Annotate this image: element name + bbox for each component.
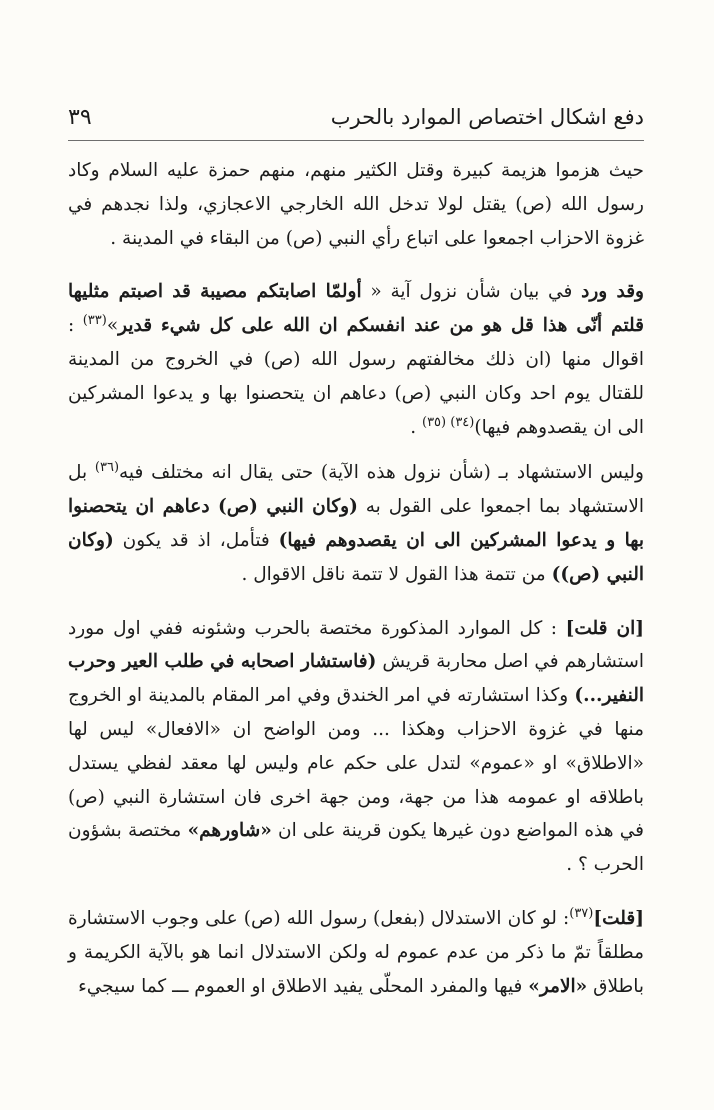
bold-phrase: أولمّا اصابتكم مصيبة قد اصبتم مثليها قلتم أنّى هذا قل هو من عند انفسكم ان الله على كل شيء قدير: [68, 281, 644, 337]
text-segment: فيها والمفرد المحلّى يفيد الاطلاق او العموم ـــ كما سيجيء: [78, 975, 529, 997]
paragraph-2: [68, 275, 644, 444]
text-segment: .: [410, 416, 422, 438]
bold-phrase: «شاورهم»: [187, 820, 272, 842]
text-segment: »: [106, 315, 119, 337]
bold-phrase: «الامر»: [528, 975, 588, 997]
text-segment: فتأمل، اذ قد يكون: [113, 529, 279, 551]
paragraph-1: [68, 154, 644, 255]
bold-phrase: [ان قلت]: [565, 617, 645, 639]
text-segment: : لو كان الاستدلال (بفعل) رسول الله (ص) على وجوب الاستشارة مطلقاً تمّ ما ذكر من عدم عموم له ولكن الاستدلال انما هو بالآية الكريمة و باطلاق: [68, 907, 644, 997]
bold-phrase: (وكان النبي (ص)): [68, 529, 644, 585]
bold-phrase: (فاستشار اصحابه في طلب العير وحرب النفير...): [68, 651, 644, 707]
paragraph-5: [68, 902, 644, 1003]
bold-phrase: (وكان النبي (ص) دعاهم ان يتحصنوا بها و يدعوا المشركين الى ان يقصدوهم فيها): [68, 496, 644, 551]
page-header: [68, 96, 644, 138]
page-number: ٣٩: [68, 104, 92, 130]
text-segment: وكذا استشارته في امر الخندق وفي امر المقام بالمدينة او الخروج منها في غزوة الاحزاب وهكذا ... ومن الواضح ان «الافعال» ليس لها «الاطلاق» او «عموم» لتدل على حكم عام وليس لها معقد لفظي يستدل باطلاقه او عمومه هذا من جهة، ومن جهة اخرى فان استشارة النبي (ص) في هذه المواضع دون غيرها يكون قرينة على ان: [68, 685, 644, 842]
header-divider: [68, 140, 644, 141]
body-text: [68, 154, 644, 1003]
footnote-ref: (٣٤) (٣٥): [421, 414, 475, 430]
paragraph-3: [68, 456, 644, 591]
text-segment: بل الاستشهاد بما اجمعوا على القول به: [68, 462, 645, 518]
text-segment: في بيان شأن نزول آية «: [361, 281, 582, 303]
paragraph-4: [68, 612, 644, 882]
text-segment: وليس الاستشهاد بـ (شأن نزول هذه الآية) حتى يقال انه مختلف فيه: [119, 462, 644, 484]
bold-phrase: وقد ورد: [581, 281, 644, 303]
footnote-ref: (٣٣): [82, 313, 107, 329]
text-segment: : كل الموارد المذكورة مختصة بالحرب وشئونه ففي اول مورد استشارهم في اصل محاربة قريش: [68, 617, 644, 673]
text-segment: مختصة بشؤون الحرب ؟ .: [68, 820, 644, 876]
header-title: دفع اشكال اختصاص الموارد بالحرب: [330, 105, 644, 129]
footnote-ref: (٣٧): [569, 905, 594, 921]
footnote-ref: (٣٦): [94, 460, 120, 476]
bold-phrase: [قلت]: [593, 907, 644, 929]
text-segment: حيث هزموا هزيمة كبيرة وقتل الكثير منهم، منهم حمزة عليه السلام وكاد رسول الله (ص) يقتل لولا تدخل الله الخارجي الاعجازي، ولذا نجدهم في غزوة الاحزاب اجمعوا على اتباع رأي النبي (ص) من البقاء في المدينة .: [68, 160, 644, 249]
text-segment: : اقوال منها (ان ذلك مخالفتهم رسول الله (ص) في الخروج من المدينة للقتال يوم احد وكان النبي (ص) دعاهم ان يتحصنوا بها و يدعوا المشركين الى ان يقصدوهم فيها): [68, 315, 644, 438]
text-segment: من تتمة هذا القول لا تتمة ناقل الاقوال .: [241, 563, 552, 585]
